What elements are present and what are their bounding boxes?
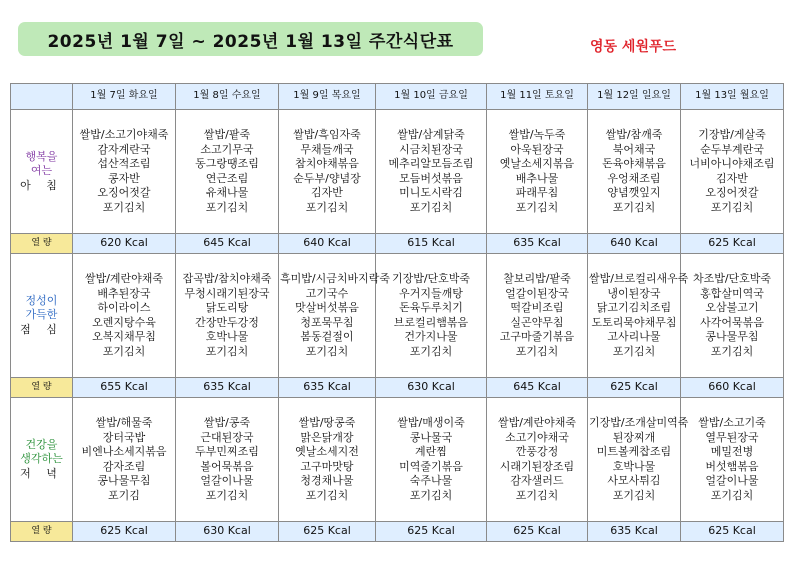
dish-item: 포기김치 [612,200,656,214]
dish-item: 쌀밥/매생이죽 [397,416,465,429]
dish-item: 감자조림 [102,459,146,473]
lunch-menu-day-1 [73,254,176,378]
day-header-7: 1월 13일 월요일 [681,84,784,110]
kcal-value: 640 Kcal [279,234,376,254]
dish-item: 쌀밥/팥죽 [203,128,251,141]
dinner-menu-day-5 [487,398,588,522]
dish-item: 오징어젓갈 [705,186,759,199]
dish-item: 고구마줄기볶음 [499,330,575,343]
dish-item: 냉이된장국 [607,286,661,300]
dish-item: 모듬버섯볶음 [399,171,463,185]
dish-item: 순두부/양념장 [293,171,361,185]
dish-item: 김자반 [716,171,748,185]
dish-item: 순두부계란국 [700,142,764,156]
dish-item: 포기김치 [612,344,656,358]
breakfast-label [11,110,73,234]
dish-item: 맛살버섯볶음 [295,301,359,314]
dish-item: 무채들깨국 [300,142,354,156]
dish-item: 콩나물무침 [97,474,151,487]
dish-item: 고기국수 [305,286,349,300]
dish-item: 청경채나물 [300,474,354,487]
dish-item: 떡갈비조림 [510,301,564,314]
meal-label-line: 가득한 [25,308,58,322]
dish-item: 감자계란국 [97,142,151,156]
dish-item: 포기김치 [612,488,656,502]
dish-item: 옛날소세지볶음 [499,157,575,170]
day-header-6: 1월 12일 일요일 [588,84,681,110]
breakfast-row [11,110,784,234]
dish-item: 맑은닭개장 [300,430,354,444]
kcal-value: 625 Kcal [487,522,588,542]
lunch-menu-day-3 [279,254,390,378]
kcal-value: 640 Kcal [588,234,681,254]
dish-item: 된장찌개 [612,430,656,444]
dish-item: 기장밥/조개살미역죽 [589,416,689,429]
dish-item: 쌀밥/소고기죽 [698,416,766,429]
dish-item: 포기김치 [515,200,559,214]
dish-item: 오렌지탕수육 [92,315,156,329]
lunch-kcal-row [11,378,784,398]
dish-item: 계란찜 [415,445,447,458]
kcal-value: 620 Kcal [73,234,176,254]
dish-item: 유채나물 [205,186,249,199]
kcal-value: 625 Kcal [681,234,784,254]
dish-item: 쌀밥/해물죽 [95,416,153,429]
kcal-value: 630 Kcal [376,378,487,398]
dish-item: 건가지나물 [404,330,458,343]
dinner-menu-day-2 [176,398,279,522]
dish-item: 숙주나물 [409,474,453,487]
dish-item: 포기김 [108,488,140,502]
dish-item: 콩나물국 [409,430,453,444]
corner-cell [11,84,73,110]
kcal-value: 625 Kcal [376,522,487,542]
kcal-value: 635 Kcal [588,522,681,542]
dish-item: 콩자반 [108,171,140,185]
dish-item: 포기김치 [515,344,559,358]
dish-item: 우거지들깨탕 [399,286,463,300]
kcal-value: 655 Kcal [73,378,176,398]
dish-item: 옛날소세지전 [295,445,359,458]
day-header-1: 1월 7일 화요일 [73,84,176,110]
dish-item: 장터국밥 [102,430,146,444]
dinner-menu-day-4 [376,398,487,522]
dish-item: 메추리알모듬조림 [388,157,474,170]
dish-item: 열무된장국 [705,430,759,444]
dish-item: 닭고기김치조림 [596,301,672,314]
dish-item: 봄동겉절이 [300,330,354,343]
dish-item: 배추나물 [515,171,559,185]
dish-item: 배추된장국 [97,286,151,300]
dinner-kcal-row [11,522,784,542]
dish-item: 실곤약무침 [510,315,564,329]
kcal-value: 645 Kcal [176,234,279,254]
dish-item: 포기김치 [710,200,754,214]
meal-label-line: 점 심 [20,322,63,336]
dish-item: 오복지채무침 [92,330,156,343]
dish-item: 도토리묵야채무침 [591,315,677,329]
breakfast-kcal-row [11,234,784,254]
dish-item: 쌀밥/브로컬리새우죽 [589,272,689,285]
dish-item: 돈육야채볶음 [602,157,666,170]
dish-item: 깐풍강정 [515,445,559,458]
kcal-value: 625 Kcal [73,522,176,542]
dish-item: 얼갈이나물 [705,474,759,487]
dish-item: 얼갈이된장국 [505,286,569,300]
dish-item: 근대된장국 [200,430,254,444]
breakfast-menu-day-5 [487,110,588,234]
dinner-menu-day-1 [73,398,176,522]
dish-item: 포기김치 [305,344,349,358]
dish-item: 쌀밥/녹두죽 [508,128,566,141]
dish-item: 쌀밥/흑임자죽 [293,128,361,141]
dish-item: 포기김치 [205,200,249,214]
dish-item: 차조밥/단호박죽 [692,272,772,285]
kcal-value: 615 Kcal [376,234,487,254]
dish-item: 쌀밥/소고기야채죽 [79,128,169,141]
day-header-3: 1월 9일 목요일 [279,84,376,110]
breakfast-menu-day-6 [588,110,681,234]
dish-item: 포기김치 [409,344,453,358]
dish-item: 시금치된장국 [399,142,463,156]
lunch-label [11,254,73,378]
kcal-value: 625 Kcal [681,522,784,542]
dish-item: 쌀밥/삼계닭죽 [397,128,465,141]
kcal-value: 635 Kcal [487,234,588,254]
dish-item: 감자샐러드 [510,474,564,487]
dish-item: 기장밥/단호박죽 [391,272,471,285]
dish-item: 브로컬리햄볶음 [393,315,469,329]
lunch-row [11,254,784,378]
dish-item: 파래무침 [515,186,559,199]
lunch-menu-day-2 [176,254,279,378]
lunch-menu-day-7 [681,254,784,378]
dish-item: 두부민찌조림 [195,445,259,458]
menu-title: 2025년 1월 7일 ~ 2025년 1월 13일 주간식단표 [47,31,454,52]
dinner-label [11,398,73,522]
dish-item: 얼갈이나물 [200,474,254,487]
kcal-value: 660 Kcal [681,378,784,398]
company-name: 영동 세원푸드 [590,39,677,55]
meal-label-line: 저 녁 [20,466,63,480]
dish-item: 포기김치 [710,344,754,358]
dish-item: 포기김치 [102,344,146,358]
kcal-value: 635 Kcal [279,378,376,398]
dish-item: 북어채국 [612,142,656,156]
kcal-value: 625 Kcal [588,378,681,398]
dish-item: 소고기야채국 [505,430,569,444]
dish-item: 미트볼케찹조림 [596,445,672,458]
dish-item: 호박나물 [205,330,249,343]
dish-item: 기장밥/게살죽 [698,128,766,141]
dish-item: 포기김치 [205,488,249,502]
weekly-menu-table [10,83,784,542]
dish-item: 동그랑땡조림 [195,157,259,170]
kcal-label: 열 량 [11,234,73,254]
dish-item: 오징어젓갈 [97,186,151,199]
dinner-menu-day-3 [279,398,376,522]
kcal-label: 열 량 [11,522,73,542]
kcal-value: 645 Kcal [487,378,588,398]
meal-label-line: 여는 [30,164,53,178]
dish-item: 포기김치 [205,344,249,358]
dish-item: 포기김치 [409,200,453,214]
dish-item: 너비아니야채조림 [689,157,775,170]
dinner-menu-day-7 [681,398,784,522]
kcal-value: 625 Kcal [279,522,376,542]
dish-item: 호박나물 [612,459,656,473]
dish-item: 오삼불고기 [705,301,759,314]
dish-item: 아욱된장국 [510,142,564,156]
kcal-label: 열 량 [11,378,73,398]
meal-label-line: 아 침 [20,178,63,192]
meal-label-line: 건강을 [25,437,58,451]
dish-item: 쌀밥/땅콩죽 [298,416,356,429]
dish-item: 포기김치 [305,200,349,214]
dish-item: 하이라이스 [97,301,151,314]
day-header-5: 1월 11일 토요일 [487,84,588,110]
dish-item: 쌀밥/참깨죽 [605,128,663,141]
dish-item: 미니도시락김 [399,186,463,199]
breakfast-menu-day-3 [279,110,376,234]
day-header-row [11,84,784,110]
dish-item: 시래기된장조림 [499,459,575,473]
dish-item: 간장만두강정 [195,315,259,329]
dish-item: 소고기무국 [200,142,254,156]
dish-item: 섭산적조림 [97,157,151,170]
menu-title-banner [18,22,483,56]
lunch-menu-day-5 [487,254,588,378]
dinner-row [11,398,784,522]
dish-item: 닭도리탕 [205,301,249,314]
dish-item: 우엉채조림 [607,171,661,185]
breakfast-menu-day-2 [176,110,279,234]
dish-item: 사모사튀김 [607,474,661,487]
lunch-menu-day-6 [588,254,689,378]
meal-label-line: 행복을 [25,149,58,163]
breakfast-menu-day-7 [681,110,784,234]
breakfast-menu-day-4 [376,110,487,234]
dish-item: 홍합살미역국 [700,286,764,300]
dish-item: 무청시래기된장국 [184,286,270,300]
dish-item: 찰보리밥/팥죽 [503,272,571,285]
dish-item: 버섯햄볶음 [705,459,759,473]
kcal-value: 630 Kcal [176,522,279,542]
dish-item: 볼어묵볶음 [200,459,254,473]
dish-item: 사각어묵볶음 [700,315,764,329]
dish-item: 포기김치 [515,488,559,502]
lunch-menu-day-4 [376,254,487,378]
dish-item: 고구마맛탕 [300,459,354,473]
dinner-menu-day-6 [588,398,689,522]
dish-item: 포기김치 [305,488,349,502]
dish-item: 참치야채볶음 [295,157,359,170]
day-header-4: 1월 10일 금요일 [376,84,487,110]
breakfast-menu-day-1 [73,110,176,234]
dish-item: 포기김치 [409,488,453,502]
dish-item: 쌀밥/계란야채죽 [84,272,164,285]
meal-label-line: 정성이 [25,293,58,307]
dish-item: 비엔나소세지볶음 [81,445,167,458]
dish-item: 흑미밥/시금치바지락죽 [280,272,390,285]
dish-item: 메밀전병 [710,445,754,458]
dish-item: 김자반 [311,186,343,199]
meal-label-line: 생각하는 [20,452,63,466]
dish-item: 포기김치 [710,488,754,502]
kcal-value: 635 Kcal [176,378,279,398]
dish-item: 포기김치 [102,200,146,214]
day-header-2: 1월 8일 수요일 [176,84,279,110]
dish-item: 잡곡밥/참치야채죽 [182,272,272,285]
dish-item: 연근조림 [205,171,249,185]
dish-item: 고사리나물 [607,330,661,343]
dish-item: 돈육두루치기 [399,301,463,314]
dish-item: 콩나물무침 [705,330,759,343]
dish-item: 쌀밥/콩죽 [203,416,251,429]
dish-item: 쌀밥/계란야채죽 [497,416,577,429]
dish-item: 양념깻잎지 [607,186,661,199]
dish-item: 미역줄기볶음 [399,459,463,473]
dish-item: 청포묵무침 [300,315,354,329]
